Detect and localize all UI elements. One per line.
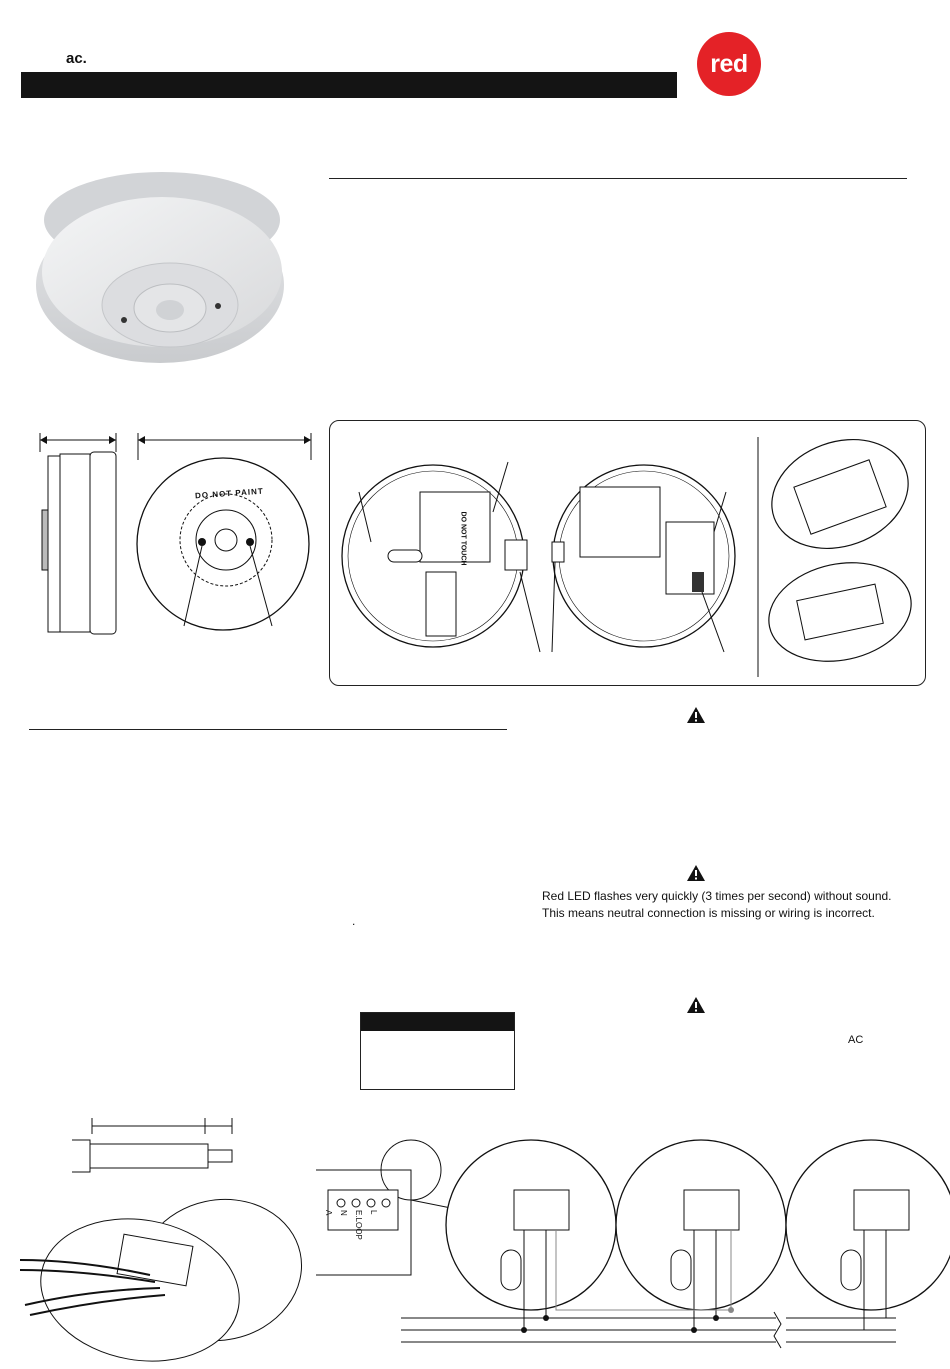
boxed-note-header [361, 1013, 514, 1031]
warning-triangle-icon [686, 996, 706, 1014]
terminal-label-n: N [339, 1210, 348, 1216]
do-not-paint-label: DO NOT PAINT [194, 486, 264, 501]
header-bar [21, 72, 677, 98]
terminal-label-eloop: E.LOOP [354, 1210, 363, 1240]
terminal-label-l: L [369, 1210, 378, 1215]
boxed-note [360, 1012, 515, 1090]
ac-label: AC [848, 1034, 864, 1046]
wiring-diagram [316, 1150, 946, 1365]
section-rule-middle [29, 729, 507, 730]
header-title-fragment: ac. [66, 50, 87, 67]
logo-text: red [710, 49, 748, 78]
terminal-label-a: A [324, 1210, 333, 1216]
do-not-touch-label: DO NOT TOUCH [459, 511, 467, 566]
dimension-drawings [36, 430, 326, 665]
warning-triangle-icon [686, 864, 706, 882]
internal-views [330, 422, 926, 684]
section-rule-top [329, 178, 907, 179]
stray-dot: . [352, 914, 356, 928]
wire-strip-diagram [20, 1110, 310, 1365]
brand-logo [697, 32, 761, 96]
warning-triangle-icon [686, 706, 706, 724]
smoke-alarm-photo [30, 160, 295, 370]
neutral-warning-text: Red LED flashes very quickly (3 times per second) without sound. This means neutral connection is missing or wiring is incorrect. [542, 889, 892, 920]
